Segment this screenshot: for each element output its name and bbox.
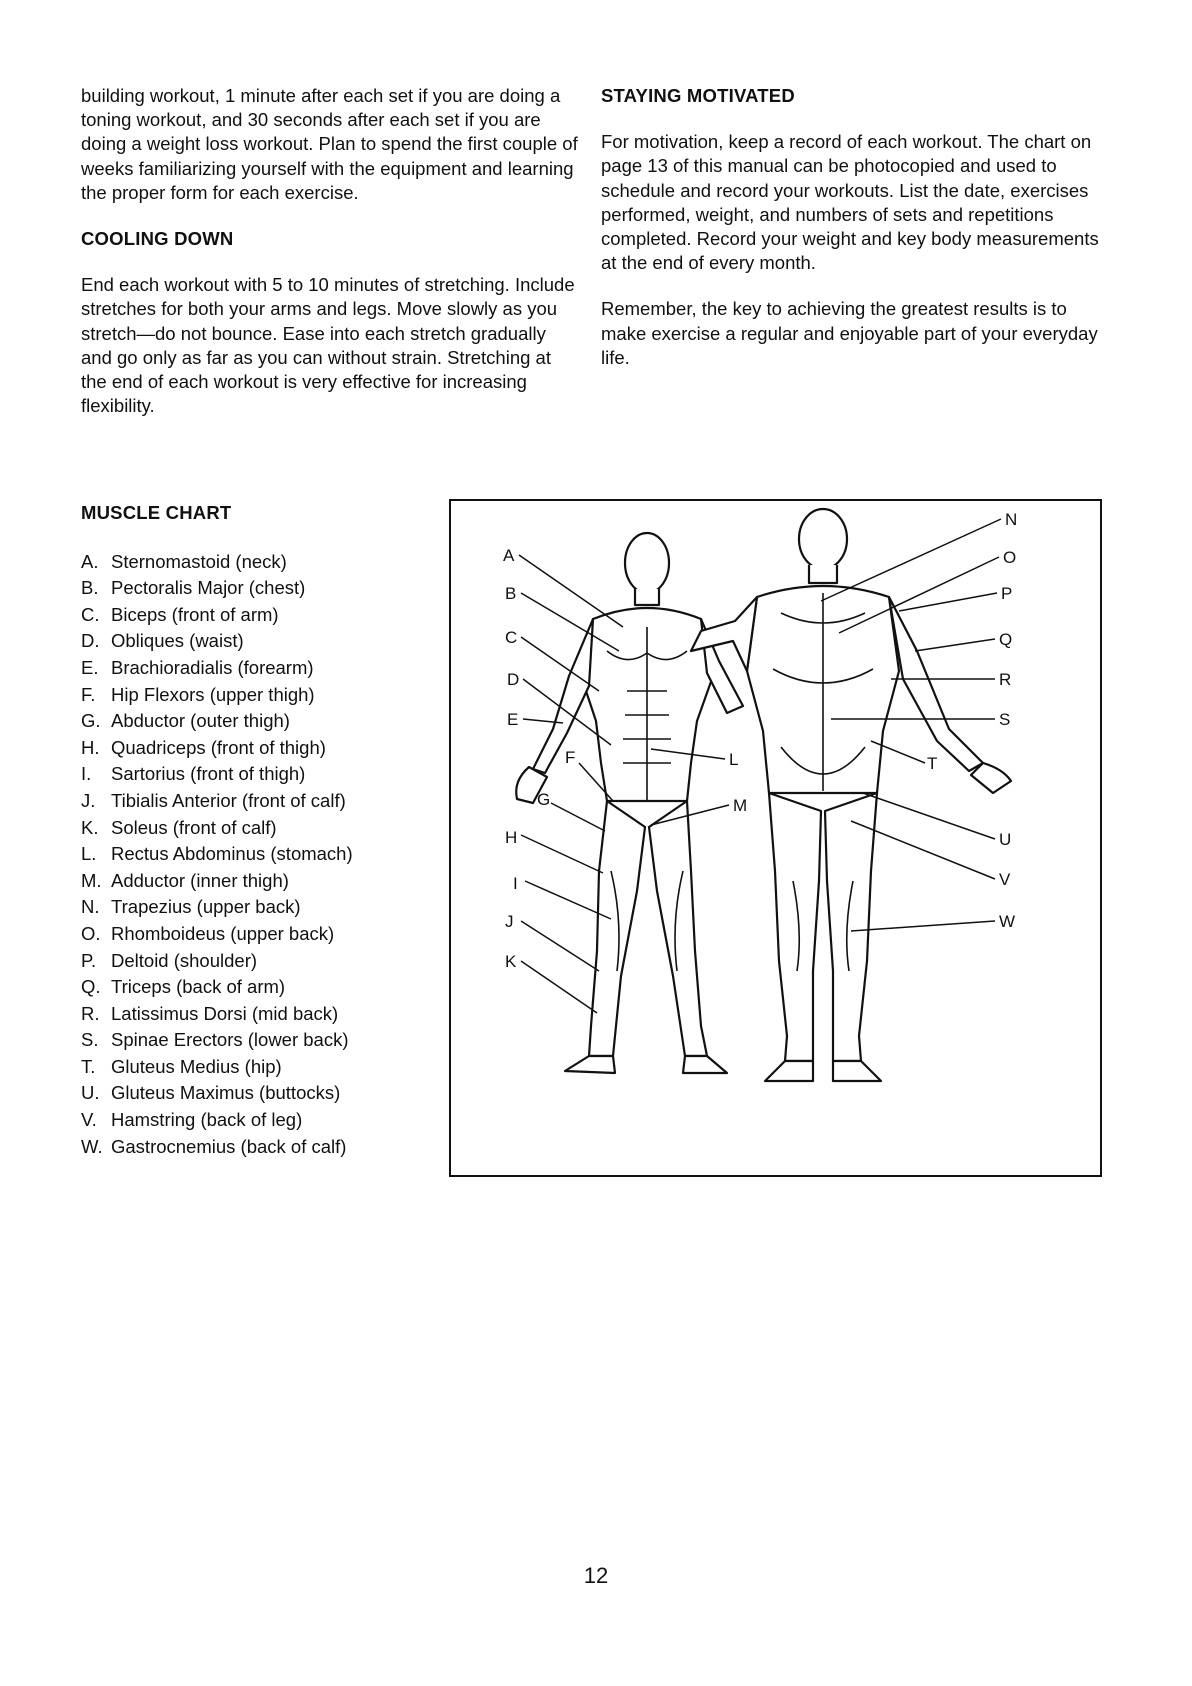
muscle-name: Deltoid (shoulder): [111, 949, 258, 971]
muscle-letter: V.: [81, 1109, 97, 1131]
motivation-paragraph: For motivation, keep a record of each workout. The chart on page 13 of this manual can be photocopied and used to schedule and record your workouts. List the date, exercises performed, weight, and numbers of sets and repetitions completed. Record your weight and key body measurements at the end of every month.: [601, 131, 1099, 274]
callout-p: P: [1001, 584, 1013, 603]
muscle-letter: R.: [81, 1002, 100, 1024]
muscle-letter: F.: [81, 683, 96, 705]
muscle-name: Tibialis Anterior (front of calf): [111, 789, 346, 811]
front-right-foot: [565, 1056, 615, 1073]
muscle-name: Obliques (waist): [111, 630, 244, 652]
muscle-letter: D.: [81, 630, 100, 652]
callout-r: R: [999, 670, 1012, 689]
left-column: [81, 84, 581, 440]
muscle-letter: M.: [81, 869, 102, 891]
cooling-down-heading: COOLING DOWN: [81, 228, 234, 250]
callout-h: H: [505, 828, 518, 847]
muscle-name: Sartorius (front of thigh): [111, 763, 306, 785]
muscle-name: Adductor (inner thigh): [111, 869, 289, 891]
staying-motivated-heading: STAYING MOTIVATED: [601, 85, 795, 106]
muscle-list-item: [81, 549, 431, 576]
back-figure: [691, 509, 1011, 1081]
muscle-chart: [81, 500, 431, 1160]
callout-g: G: [537, 790, 551, 809]
muscle-list-item: [81, 735, 431, 762]
muscle-letter: C.: [81, 603, 100, 625]
front-right-leg: [589, 801, 645, 1056]
muscle-name: Sternomastoid (neck): [111, 550, 287, 572]
back-right-leg: [769, 793, 821, 1061]
callout-j: J: [505, 912, 514, 931]
muscle-list-item: [81, 948, 431, 975]
muscle-letter: U.: [81, 1082, 100, 1104]
muscle-list-item: [81, 921, 431, 948]
muscle-letter: P.: [81, 949, 97, 971]
muscle-list-item: [81, 841, 431, 868]
muscle-letter: Q.: [81, 976, 101, 998]
muscle-letter: H.: [81, 736, 100, 758]
muscle-name: Gastrocnemius (back of calf): [111, 1135, 347, 1157]
muscle-name: Gluteus Medius (hip): [111, 1055, 282, 1077]
muscle-list-item: [81, 575, 431, 602]
back-left-foot: [833, 1061, 881, 1081]
front-right-arm: [533, 619, 593, 773]
muscle-figure: [451, 501, 1100, 1175]
remember-paragraph: Remember, the key to achieving the greatest results is to make exercise a regular and enjoyable part of your everyday life.: [601, 298, 1098, 368]
callout-k: K: [505, 952, 517, 971]
callout-m: M: [733, 796, 748, 815]
muscle-letter: B.: [81, 577, 99, 599]
back-left-arm: [889, 597, 983, 771]
muscle-list-item: [81, 628, 431, 655]
muscle-list-item: [81, 815, 431, 842]
muscle-list-item: [81, 1134, 431, 1161]
callout-i: I: [513, 874, 518, 893]
muscle-list-item: [81, 1107, 431, 1134]
back-head: [799, 509, 847, 569]
muscle-list-item: [81, 1027, 431, 1054]
callout-b: B: [505, 584, 517, 603]
back-neck: [809, 565, 837, 583]
callout-v: V: [999, 870, 1011, 889]
muscle-name: Latissimus Dorsi (mid back): [111, 1002, 339, 1024]
muscle-list-item: [81, 682, 431, 709]
back-right-foot: [765, 1061, 813, 1081]
muscle-letter: A.: [81, 550, 99, 572]
callout-s: S: [999, 710, 1011, 729]
muscle-name: Soleus (front of calf): [111, 816, 277, 838]
page-number: 12: [583, 1563, 609, 1588]
muscle-name: Biceps (front of arm): [111, 603, 279, 625]
callout-c: C: [505, 628, 518, 647]
muscle-name: Pectoralis Major (chest): [111, 577, 306, 599]
muscle-letter: I.: [81, 763, 92, 785]
callout-d: D: [507, 670, 520, 689]
muscle-letter: L.: [81, 843, 97, 865]
muscle-list-item: [81, 761, 431, 788]
muscle-name: Rectus Abdominus (stomach): [111, 843, 353, 865]
muscle-letter: E.: [81, 656, 99, 678]
muscle-letter: G.: [81, 710, 101, 732]
muscle-name: Triceps (back of arm): [111, 976, 286, 998]
muscle-list-item: [81, 1080, 431, 1107]
muscle-letter: O.: [81, 922, 101, 944]
front-left-foot: [683, 1056, 727, 1073]
callout-u: U: [999, 830, 1012, 849]
front-left-leg: [649, 801, 707, 1056]
muscle-list-item: [81, 974, 431, 1001]
callout-n: N: [1005, 510, 1018, 529]
muscle-name: Rhomboideus (upper back): [111, 922, 335, 944]
right-column: [601, 84, 1101, 392]
muscle-name: Quadriceps (front of thigh): [111, 736, 326, 758]
callout-t: T: [927, 754, 938, 773]
muscle-letter: W.: [81, 1135, 103, 1157]
callout-e: E: [507, 710, 519, 729]
back-left-leg: [825, 793, 877, 1061]
muscle-name: Trapezius (upper back): [111, 896, 301, 918]
muscle-list-item: [81, 708, 431, 735]
muscle-list: [81, 549, 431, 1161]
muscle-list-item: [81, 655, 431, 682]
callout-q: Q: [999, 630, 1013, 649]
back-left-hand: [971, 763, 1011, 793]
cooling-down-text: End each workout with 5 to 10 minutes of stretching. Include stretches for both your arms and legs. Move slowly as you stretch—do not bounce. Ease into each stretch gradually and go only as far as you can without strain. Stretching at the end of each workout is very effective for increasing flexibility.: [81, 274, 575, 417]
muscle-list-item: [81, 1001, 431, 1028]
muscle-name: Hip Flexors (upper thigh): [111, 683, 315, 705]
muscle-list-item: [81, 868, 431, 895]
intro-paragraph: building workout, 1 minute after each set if you are doing a toning workout, and 30 seconds after each set if you are doing a weight loss workout. Plan to spend the first couple of weeks familiarizing yourself with the equipment and learning the proper form for each exercise.: [81, 85, 578, 203]
muscle-list-item: [81, 602, 431, 629]
muscle-figure-box: [449, 499, 1102, 1177]
muscle-name: Gluteus Maximus (buttocks): [111, 1082, 341, 1104]
muscle-list-item: [81, 894, 431, 921]
muscle-name: Hamstring (back of leg): [111, 1109, 303, 1131]
muscle-letter: J.: [81, 789, 96, 811]
muscle-chart-heading: MUSCLE CHART: [81, 502, 232, 523]
muscle-letter: N.: [81, 896, 100, 918]
front-neck: [635, 589, 659, 605]
muscle-name: Abductor (outer thigh): [111, 710, 290, 732]
callout-l: L: [729, 750, 739, 769]
muscle-list-item: [81, 788, 431, 815]
muscle-letter: K.: [81, 816, 99, 838]
muscle-list-item: [81, 1054, 431, 1081]
callout-f: F: [565, 748, 576, 767]
front-head: [625, 533, 669, 593]
muscle-letter: T.: [81, 1055, 96, 1077]
callout-o: O: [1003, 548, 1017, 567]
callout-w: W: [999, 912, 1016, 931]
callout-a: A: [503, 546, 515, 565]
muscle-name: Spinae Erectors (lower back): [111, 1029, 349, 1051]
muscle-name: Brachioradialis (forearm): [111, 656, 314, 678]
muscle-letter: S.: [81, 1029, 99, 1051]
